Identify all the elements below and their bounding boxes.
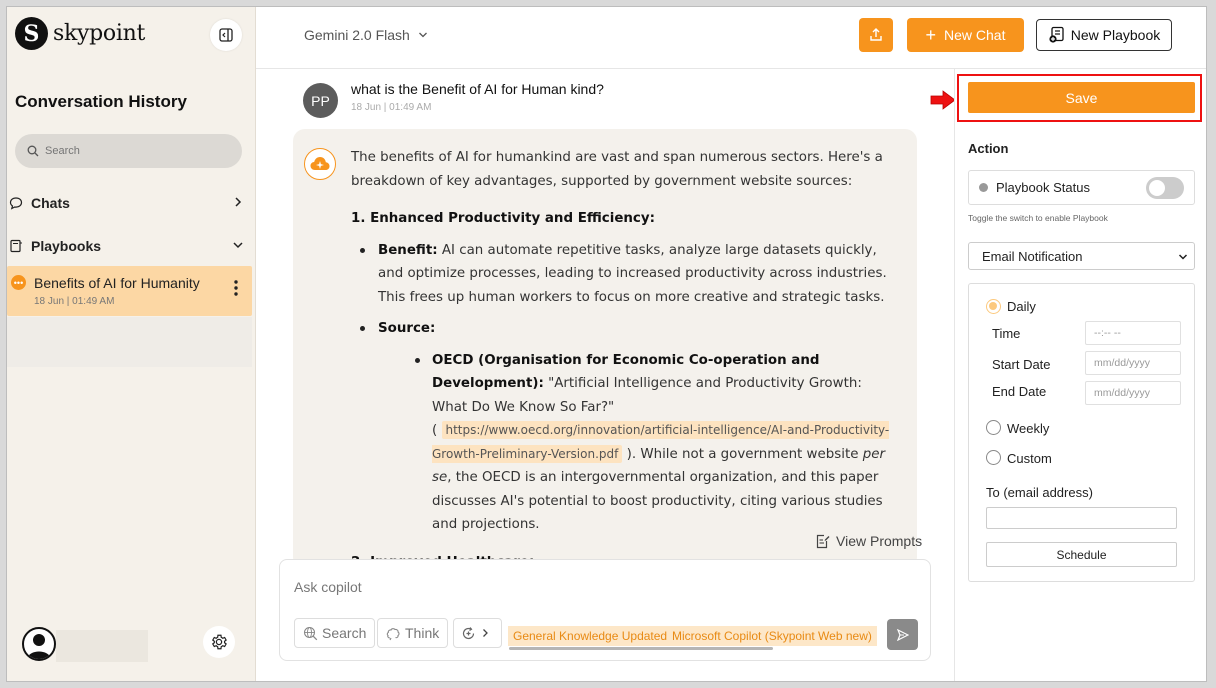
model-name: Gemini 2.0 Flash bbox=[304, 27, 410, 43]
source-link[interactable]: https://www.oecd.org/innovation/artificial-intelligence/AI-and-Productivity-Growth-Preliminary-Version.pdf bbox=[432, 423, 890, 461]
new-playbook-icon bbox=[1048, 26, 1066, 44]
custom-radio[interactable] bbox=[986, 450, 1001, 465]
empty-list-placeholder bbox=[7, 317, 252, 367]
start-date-label: Start Date bbox=[992, 357, 1051, 372]
chat-bubble-icon bbox=[9, 196, 23, 210]
settings-button[interactable] bbox=[203, 626, 235, 658]
chips-scrollbar[interactable] bbox=[509, 647, 773, 650]
collapse-sidebar-button[interactable] bbox=[210, 19, 242, 51]
list-item bbox=[351, 239, 896, 310]
user-initials-avatar: PP bbox=[303, 83, 338, 118]
new-chat-label: New Chat bbox=[944, 27, 1006, 43]
ai-answer-bubble bbox=[293, 129, 917, 569]
gear-icon bbox=[210, 633, 228, 651]
weekly-label: Weekly bbox=[1007, 421, 1050, 436]
upload-icon bbox=[868, 27, 884, 43]
playbook-settings-panel bbox=[954, 69, 1207, 682]
end-date-label: End Date bbox=[992, 384, 1047, 399]
source-label: Source: bbox=[378, 321, 436, 336]
playbook-icon bbox=[9, 239, 23, 253]
logo-mark-icon: S bbox=[15, 17, 48, 50]
notification-type-select[interactable] bbox=[968, 242, 1195, 270]
schedule-box bbox=[968, 283, 1195, 582]
end-date-input[interactable]: mm/dd/yyyy bbox=[1085, 381, 1181, 405]
list-item bbox=[351, 317, 896, 537]
knowledge-chip[interactable]: General Knowledge Updated bbox=[508, 626, 672, 646]
playbook-list-item[interactable] bbox=[7, 266, 252, 316]
time-label: Time bbox=[992, 326, 1021, 341]
source-note-a: ). While not a government website bbox=[626, 446, 859, 462]
custom-label: Custom bbox=[1007, 451, 1052, 466]
user-question: what is the Benefit of AI for Human kind? bbox=[351, 81, 604, 97]
notification-type-value: Email Notification bbox=[982, 248, 1083, 264]
chevron-right-icon bbox=[480, 628, 490, 638]
playbook-status-label: Playbook Status bbox=[996, 180, 1090, 195]
playbook-status-row bbox=[968, 170, 1195, 205]
send-button[interactable] bbox=[887, 619, 918, 650]
source-note-b: , the OECD is an intergovernmental organization, and this paper discusses AI's potential to boost productivity, citing various studies and projections. bbox=[432, 470, 883, 532]
think-tool-label: Think bbox=[405, 625, 440, 641]
search-tool-button[interactable] bbox=[294, 618, 375, 648]
share-button[interactable] bbox=[859, 18, 893, 52]
user-avatar-icon bbox=[24, 629, 54, 659]
answer-content bbox=[351, 146, 896, 569]
save-button[interactable]: Save bbox=[968, 82, 1195, 113]
search-tool-label: Search bbox=[322, 625, 367, 641]
ai-cloud-icon bbox=[304, 148, 336, 180]
refresh-plus-icon bbox=[461, 626, 476, 641]
more-options-icon[interactable] bbox=[234, 280, 238, 296]
open-paren: ( bbox=[432, 423, 438, 438]
daily-radio[interactable] bbox=[986, 299, 1001, 314]
email-label: To (email address) bbox=[986, 485, 1093, 500]
search-input[interactable] bbox=[45, 145, 225, 157]
playbook-date: 18 Jun | 01:49 AM bbox=[34, 296, 115, 307]
view-prompts-button[interactable] bbox=[815, 533, 922, 549]
brand-name: skypoint bbox=[53, 21, 146, 46]
plus-icon: + bbox=[925, 24, 937, 45]
sidebar-collapse-icon bbox=[219, 28, 233, 42]
search-icon bbox=[27, 145, 39, 157]
send-icon bbox=[897, 629, 909, 641]
email-input[interactable] bbox=[986, 507, 1177, 529]
start-date-input[interactable]: mm/dd/yyyy bbox=[1085, 351, 1181, 375]
think-tool-button[interactable] bbox=[377, 618, 448, 648]
prompt-edit-icon bbox=[815, 534, 830, 549]
benefit-label: Benefit: bbox=[378, 242, 438, 258]
chevron-down-icon bbox=[1178, 252, 1188, 262]
source-org: OECD (Organisation for Economic Co-operation and Development): bbox=[432, 352, 820, 391]
playbook-title: Benefits of AI for Humanity bbox=[34, 275, 200, 291]
playbooks-label: Playbooks bbox=[31, 238, 102, 254]
playbook-status-toggle[interactable] bbox=[1146, 177, 1184, 199]
section-heading: 1. Enhanced Productivity and Efficiency: bbox=[351, 211, 655, 226]
source-title: "Artificial Intelligence and Productivity Growth: What Do We Know So Far?" bbox=[432, 376, 862, 415]
playbook-chat-icon: ••• bbox=[11, 275, 26, 290]
question-timestamp: 18 Jun | 01:49 AM bbox=[351, 102, 432, 113]
chats-label: Chats bbox=[31, 195, 70, 211]
brand-logo[interactable] bbox=[15, 17, 145, 50]
app-window bbox=[6, 6, 1207, 682]
new-chat-button[interactable] bbox=[907, 18, 1024, 52]
sidebar-item-chats[interactable] bbox=[9, 191, 249, 215]
knowledge-chip[interactable]: Microsoft Copilot (Skypoint Web new) bbox=[667, 626, 877, 646]
chevron-right-icon bbox=[231, 195, 245, 209]
sidebar-item-playbooks[interactable] bbox=[9, 234, 249, 258]
new-playbook-button[interactable] bbox=[1036, 19, 1172, 51]
view-prompts-label: View Prompts bbox=[836, 533, 923, 549]
toggle-hint: Toggle the switch to enable Playbook bbox=[968, 213, 1108, 223]
status-dot-icon bbox=[979, 183, 988, 192]
user-avatar[interactable] bbox=[22, 627, 56, 661]
username-placeholder bbox=[56, 630, 148, 662]
tools-menu-button[interactable] bbox=[453, 618, 502, 648]
action-label: Action bbox=[968, 141, 1009, 156]
answer-intro: The benefits of AI for humankind are vast and span numerous sectors. Here's a breakdown of key advantages, supported by government website sources: bbox=[351, 150, 883, 189]
list-item bbox=[378, 349, 896, 537]
benefit-text: AI can automate repetitive tasks, analyze large datasets quickly, and optimize processes, leading to increased productivity across industries. This frees up human workers to focus on more creative and strategic tasks. bbox=[378, 242, 887, 305]
globe-search-icon bbox=[303, 626, 318, 641]
source-note-italic: per se bbox=[432, 446, 885, 485]
ask-copilot-input[interactable]: Ask copilot bbox=[294, 579, 362, 595]
schedule-button[interactable]: Schedule bbox=[986, 542, 1177, 567]
model-selector[interactable] bbox=[304, 27, 428, 43]
red-arrow-icon bbox=[930, 90, 956, 110]
chevron-down-icon bbox=[418, 30, 428, 40]
chevron-down-icon bbox=[231, 238, 245, 252]
new-playbook-label: New Playbook bbox=[1070, 27, 1161, 43]
sidebar-search[interactable] bbox=[15, 134, 242, 168]
sidebar bbox=[7, 7, 256, 682]
composer bbox=[279, 559, 931, 661]
time-input[interactable]: --:-- -- bbox=[1085, 321, 1181, 345]
weekly-radio[interactable] bbox=[986, 420, 1001, 435]
brain-think-icon bbox=[386, 626, 401, 641]
daily-label: Daily bbox=[1007, 299, 1036, 314]
conversation-history-title: Conversation History bbox=[15, 92, 187, 111]
